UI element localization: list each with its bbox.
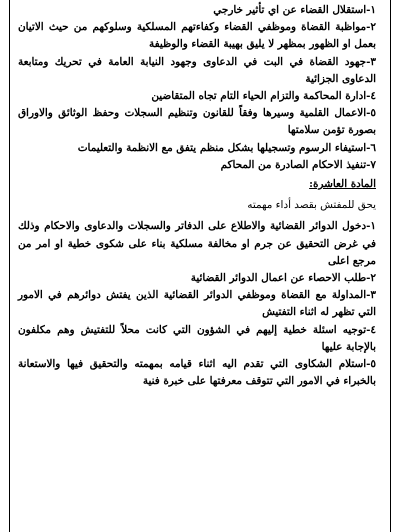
article-heading: المادة العاشرة: [309,178,376,191]
list-item: ٣-جهود القضاة في البت في الدعاوى وجهود النيابة العامة في تحريك ومتابعة الدعاوى الجزائية [18,55,376,85]
inspection-scope-list [18,2,376,174]
list-item: ٤-توجيه اسئلة خطية إليهم في الشؤون التي كانت محلاً للتفتيش وهم مكلفون بالإجابة عليها [18,323,376,353]
list-item: ٧-تنفيذ الاحكام الصادرة من المحاكم [220,158,376,171]
list-item: ١-دخول الدوائر القضائية والاطلاع على الدفاتر والسجلات والدعاوى والاحكام وذلك في غرض التحقيق عن جرم او مخالفة مسلكية بناء على شكوى خطية او امر من مرجع اعلى [18,220,376,267]
document-page [9,0,391,532]
list-item: ٦-استيفاء الرسوم وتسجيلها بشكل منظم يتفق مع الانظمة والتعليمات [77,141,376,154]
list-item: ٢-طلب الاحصاء عن اعمال الدوائر القضائية [190,272,376,285]
list-item: ٥-الاعمال القلمية وسيرها وفقاً للقانون وتنظيم السجلات وحفظ الوثائق والاوراق بصورة تؤمن سلامتها [18,107,376,137]
list-item: ٤-ادارة المحاكمة والتزام الحياء التام تجاه المتقاضين [151,90,376,103]
list-item: ١-استقلال القضاء عن اي تأثير خارجي [213,4,376,16]
inspector-powers-list [18,218,376,390]
article-intro: يحق للمفتش بقصد أداء مهمته [247,199,376,212]
list-item: ٣-المداولة مع القضاة وموظفي الدوائر القضائية الذين يفتش دوائرهم في الامور التي تظهر له اثناء التفتيش [18,289,376,319]
list-item: ٢-مواظبة القضاة وموظفي القضاء وكفاءتهم المسلكية وسلوكهم من حيث الاتيان بعمل او الظهور بمظهر لا يليق بهيبة القضاء والوظيفة [18,21,376,51]
list-item: ٥-استلام الشكاوى التي تقدم اليه اثناء قيامه بمهمته والتحقيق فيها والاستعانة بالخبراء في الامور التي تتوقف معرفتها على خبرة فنية [18,358,376,388]
